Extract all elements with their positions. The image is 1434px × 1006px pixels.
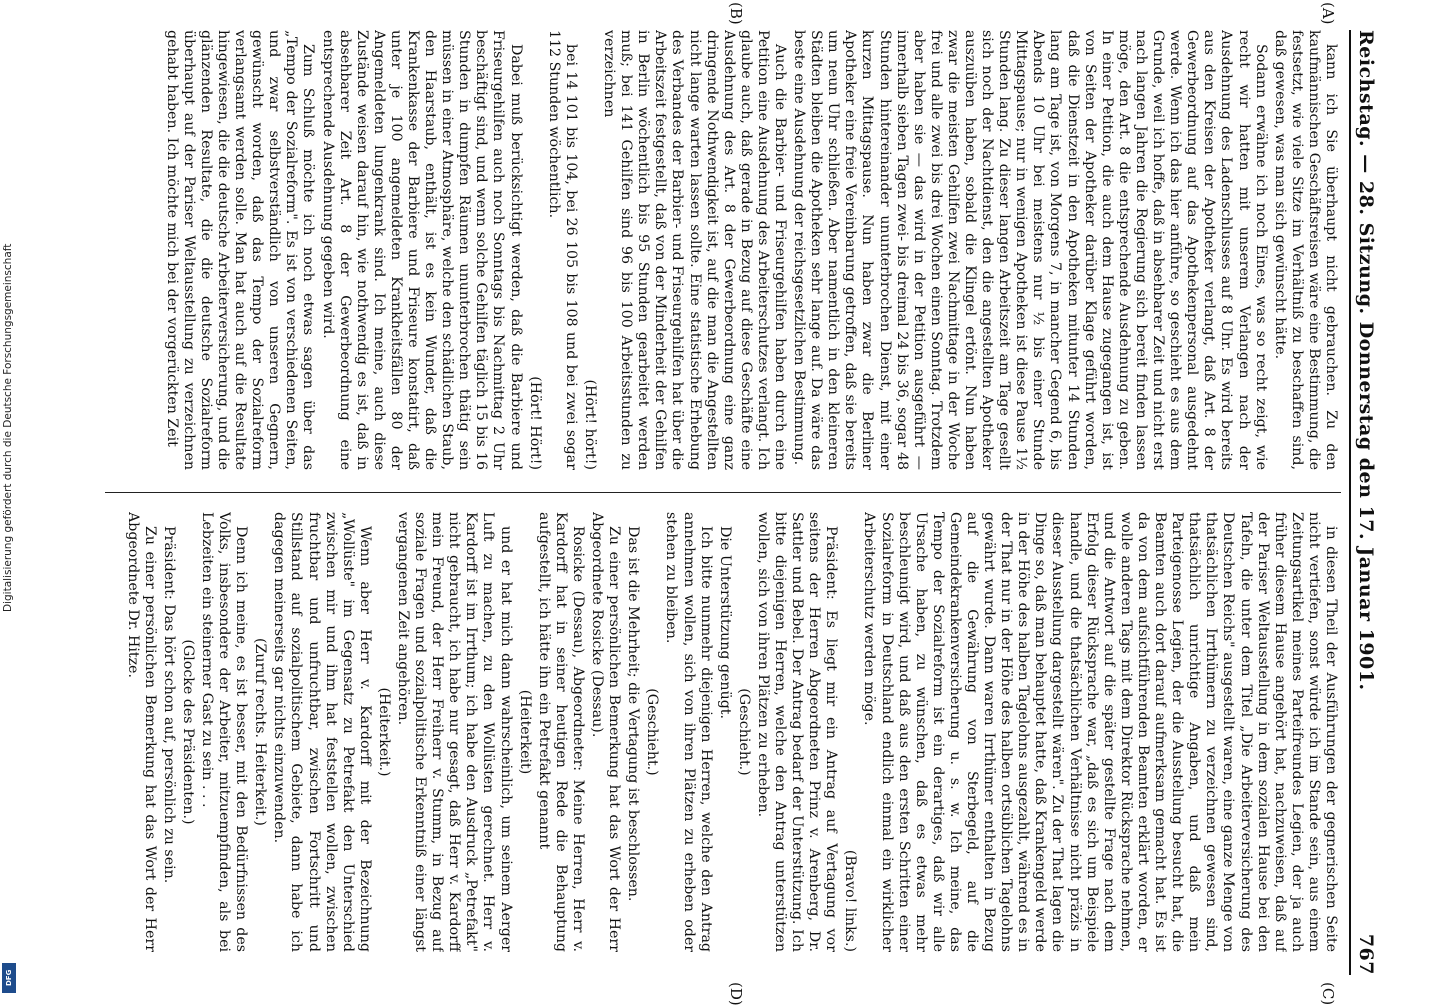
left-column bbox=[99, 30, 1339, 470]
margin-marker-b: (B) bbox=[727, 2, 745, 25]
interjection: (Hört! Hört!) bbox=[526, 376, 543, 470]
running-header bbox=[1349, 30, 1385, 975]
interjection: (Geschieht.) bbox=[735, 688, 752, 776]
paragraph: und er hat mich dann wahrscheinlich, um seinem Aerger Luft zu machen, zu den Wollüsten gerechnet. Herr v. Kardorff ist im Irrthum; ich habe den Ausdruck „Petrefakt" nicht gebraucht, ich habe nur gesagt, daß Herr v. Kardorff mein Freund, der Herr Freiherr v. Stumm, in Bezug auf soziale Fragen und sozialpolitische Erkenntniß einer längst vergangenen Zeit angehören. bbox=[395, 512, 514, 952]
paragraph: Auch die Barbier- und Friseurgehilfen haben durch eine Petition eine Ausdehnung des Arbeiterschutzes verlangt. Ich glaube auch, daß gerade in Bezug auf diese Geschäfte eine Ausdehnung des Art. 8 der Gewerbeordnung eine ganz dringende Nothwendigkeit ist, auf die man die Angestellten nicht lange warten lassen sollte. Eine statistische Erhebung des Verbandes der Barbier- und Friseurgehilfen hat über die Arbeitszeit festgestellt, daß von der Minderheit der Gehilfen in Berlin wöchentlich bis 95 Stunden gearbeitet werden muß; bei 141 Gehilfen sind 96 bis 100 Arbeitsstunden zu verzeichnen bbox=[601, 30, 788, 470]
paragraph: Zu einer persönlichen Bemerkung hat das Wort der Herr Abgeordnete Rosicke (Dessau). bbox=[589, 512, 623, 952]
interjection: (Zuruf rechts. Heiterkeit.) bbox=[252, 638, 269, 826]
interjection: (Heiterkeit.) bbox=[375, 687, 392, 777]
paragraph: Wenn aber Herr v. Kardorff mit der Bezeichnung „Wollüste" im Gegensatz zu Petrefakt den Unterschied zwischen mir und ihm hat feststellen wollen, zwischen fruchtbar und unfruchtbar, zwischen Fortschritt und Stillstand auf sozialpolitischem Gebiete, dann habe ich dagegen meinerseits gar nichts einzuwenden. bbox=[271, 512, 373, 952]
header-title: Reichstag. — 28. Sitzung. Donnerstag den 17. Januar 1901. bbox=[1355, 30, 1377, 691]
credit-text: Digitalisierung gefördert durch die Deutsche Forschungsgemeinschaft bbox=[2, 243, 14, 612]
paragraph: Die Unterstützung genügt. bbox=[716, 526, 733, 719]
margin-marker-d: (D) bbox=[727, 982, 745, 1006]
paragraph: Präsident: Es liegt mir ein Antrag auf Vertagung vor seitens der Herren Abgeordneten Prinz v. Arenberg, Dr. Sattler und Bebel. Der Antrag bedarf der Unterstützung. Ich bitte diejenigen Herren, welche den Antrag unterstützen wollen, sich von ihren Plätzen zu erheben. bbox=[754, 512, 840, 952]
interjection: (Heiterkeit) bbox=[516, 689, 533, 775]
paragraph: in diesen Theil der Ausführungen der gegnerischen Seite nicht vertiefen, sonst würde ich im Stande sein, aus einem Zeitungsartikel meines Parteifreundes Legien, der ja auch früher diesem Hause angehört hat, nachzuweisen, daß auf der Pariser Weltausstellung in dem sozialen Hause bei den Tafeln, die unter dem Titel „Die Arbeiterversicherung des Deutschen Reichs" ausgestellt waren, eine ganze Menge von thatsächlichen Irrthümern zu verzeichnen gewesen sind, thatsächlich unrichtige Angaben, und daß mein Parteigenosse Legien, der die Ausstellung besucht hat, die Beamten auch dort darauf aufmerksam gemacht hat. Es ist da von dem aufsichtführenden Beamten erklärt worden, er wolle anderen Tags mit dem Direktor Rücksprache nehmen, und die Antwort auf die später gestellte Frage nach dem Erfolg dieser Rücksprache war, „daß es sich um Beispiele handle, und die thatsächlichen Verhältnisse nicht präzis in dieser Ausstellung dargestellt wären". Zu der That lagen die Dinge so, daß man behauptet hatte, daß Krankengeld werde in der Höhe des halben Tagelohns ausgezahlt, während es in der That nur in der Höhe des halben ortsüblichen Tagelohns gewährt wurde. Dann waren Irrthümer enthalten in Bezug auf die Gewährung von Sterbegeld, auf die Gemeindekrankenversicherung u. s. w. Ich meine, das Tempo der Sozialreform ist ein derartiges, daß wir alle Ursache haben, zu wünschen, daß es etwas mehr beschleunigt wird, und daß aus den ersten Schritten einer Sozialreform in Deutschland endlich einmal ein wirklicher Arbeiterschutz werden möge. bbox=[861, 512, 1339, 952]
interjection: (Geschieht.) bbox=[644, 688, 661, 776]
right-column bbox=[99, 512, 1339, 952]
interjection: (Hört! hört!) bbox=[581, 379, 598, 470]
paragraph: kann ich Sie überhaupt nicht gebrauchen. Zu den kaufmännischen Geschäftsreisen wäre eine Bestimmung, die festsetzt, wie viele Sitze im Verhältniß zu beschaffen sind, daß gewesen, was man sich gewünscht hätte. bbox=[1271, 30, 1339, 470]
interjection: (Bravo! links.) bbox=[842, 849, 859, 952]
digitization-credit bbox=[2, 0, 20, 1000]
paragraph: Zu einer persönlichen Bemerkung hat das Wort der Herr Abgeordnete Dr. Hitze. bbox=[124, 512, 158, 952]
paragraph: Ich bitte nunmehr diejenigen Herren, welche den Antrag annehmen wollen, sich von ihren Plätzen zu erheben oder stehen zu bleiben. bbox=[663, 512, 714, 952]
paragraph: bei 14 101 bis 104, bei 26 105 bis 108 und bei zwei sogar 112 Stunden wöchentlich. bbox=[545, 30, 579, 470]
paragraph: Dabei muß berücksichtigt werden, daß die Barbiere und Friseurgehilfen auch noch Sonntags bis Nachmittag 2 Uhr beschäftigt sind, und wenn solche Gehilfen täglich 15 bis 16 Stunden in dumpfen Räumen ununterbrochen thätig sein müssen in einer Atmosphäre, welche den schädlichen Staub, den Haarstaub, enthält, ist es kein Wunder, daß die Krankenkasse der Barbiere und Friseure konstatirt, daß unter je 100 angemeldeten Krankheitsfällen 80 der Angemeldeten lungenkrank sind. Ich meine, auch diese Zustände weisen darauf hin, wie nothwendig es ist, daß in absehbarer Zeit Art. 8 der Gewerbeordnung eine entsprechende Ausdehnung gegeben wird. bbox=[319, 30, 524, 470]
paragraph: Rosicke (Dessau), Abgeordneter: Meine Herren, Herr v. Kardorff hat in seiner heutigen Rede die Behauptung aufgestellt, ich hätte ihn ein Petrefakt genannt bbox=[535, 512, 586, 952]
paragraph: Präsident: Das hört schon auf, persönlich zu sein. bbox=[160, 526, 177, 884]
margin-marker-c: (C) bbox=[1319, 982, 1337, 1006]
column-divider bbox=[105, 492, 1341, 493]
paragraph: Sodann erwähne ich noch Eines, was so recht zeigt, wie recht wir hatten mit unserem Verlangen nach der Ausdehnung des Ladenschlusses auf 8 Uhr. Es wird bereits aus den Kreisen der Apotheker verlangt, daß Art. 8 der Gewerbeordnung auf das Apothekenpersonal ausgedehnt werde. Wenn ich das hier anführe, so geschieht es aus dem Grunde, weil ich hoffe, daß in absehbarer Zeit und nicht erst nach langen Jahren die Regierung sich bereit finden lassen möge, den Art. 8 die entsprechende Ausdehnung zu geben. In einer Petition, die auch dem Hause zugegangen ist, ist von Seiten der Apotheker darüber Klage geführt worden, daß die Dienstzeit in den Apotheken mitunter 14 Stunden lang am Tage ist, von Morgens 7, in mancher Gegend 6, bis Abends 10 Uhr bei meistens nur ½ bis einer Stunde Mittagspause; nur in wenigen Apotheken ist diese Pause 1½ Stunden lang. Zu dieser langen Arbeitszeit am Tage gesellt sich noch der Nachtdienst, den die angestellten Apotheker auszuüben haben, sobald die Klingel ertönt. Nun haben zwar die meisten Gehilfen zwei Nachmittage in der Woche frei und alle zwei bis drei Wochen einen Sonntag. Trotzdem aber haben sie — das wird in der Petition ausgeführt — innerhalb sieben Tagen zwei- bis dreimal 24 bis 36, sogar 48 Stunden hintereinander ununterbrochen Dienst, mit einer kurzen Mittagspause. Nun haben zwar die Berliner Apotheker eine freie Vereinbarung getroffen, daß sie bereits um neun Uhr schließen. Aber namentlich in den kleineren Städten bleiben die Apotheken sehr lange auf. Da wäre das beste eine Ausdehnung der reichsgesetzlichen Bestimmung. bbox=[791, 30, 1269, 470]
page-number: 767 bbox=[1355, 933, 1377, 975]
rotated-document-page bbox=[75, 2, 1385, 1006]
paragraph: Das ist die Mehrheit; die Vertagung ist beschlossen. bbox=[625, 526, 642, 902]
margin-marker-a: (A) bbox=[1319, 2, 1337, 25]
paragraph: Zum Schluß möchte ich noch etwas sagen über das „Tempo der Sozialreform". Es ist von verschiedenen Seiten, und zwar selbstverständlich von unseren Gegnern, gewünscht worden, daß das Tempo der Sozialreform verlangsamt werden solle. Man hat auch auf die Resultate hingewiesen, die die deutsche Arbeiterversicherung, und die glänzenden Resultate, die die deutsche Sozialreform überhaupt auf der Pariser Weltausstellung zu verzeichnen gehabt haben. Ich möchte mich bei der vorgerückten Zeit bbox=[163, 30, 317, 470]
interjection: (Glocke des Präsidenten.) bbox=[179, 639, 196, 825]
dfg-logo: DFG bbox=[2, 963, 16, 993]
paragraph: Denn ich meine, es ist besser, mit den Bedürfnissen des Volks, insbesondere der Arbeiter, mitzuempfinden, als bei Lebzeiten ein steinerner Gast zu sein . . . bbox=[199, 512, 250, 952]
